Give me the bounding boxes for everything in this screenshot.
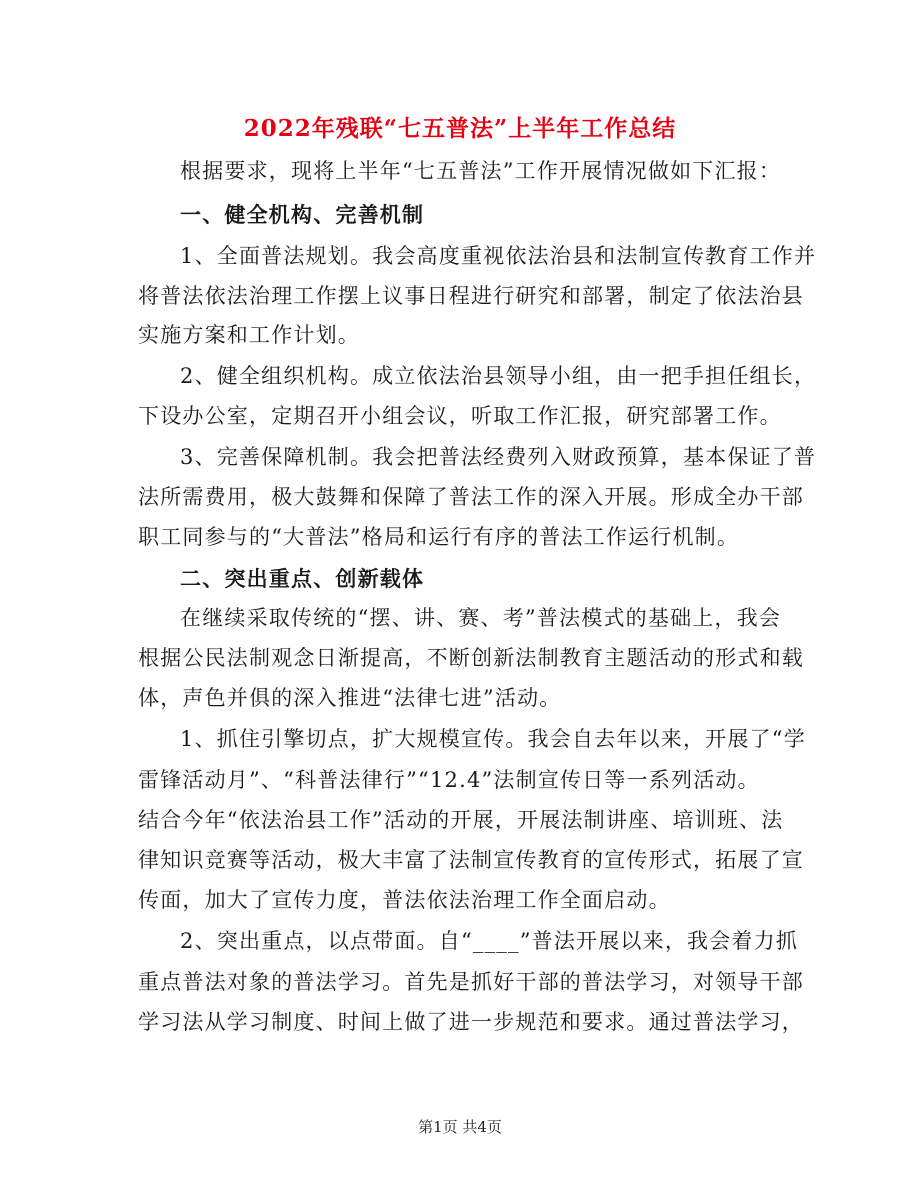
- paragraph-line: 2、健全组织机构。成立依法治县领导小组，由一把手担任组长，: [180, 364, 817, 388]
- paragraph-line: 结合今年“依法治县工作”活动的开展，开展法制讲座、培训班、法: [138, 808, 784, 832]
- paragraph-line: 传面，加大了宣传力度，普法依法治理工作全面启动。: [138, 888, 671, 912]
- paragraph-line: 重点普法对象的普法学习。首先是抓好干部的普法学习，对领导干部: [138, 970, 804, 994]
- paragraph-line: 根据公民法制观念日渐提高，不断创新法制教育主题活动的形式和载: [138, 646, 804, 670]
- paragraph-line: 在继续采取传统的“摆、讲、赛、考”普法模式的基础上，我会: [180, 606, 782, 630]
- page-footer: 第1页 共4页: [418, 1118, 502, 1136]
- paragraph-line: 实施方案和工作计划。: [138, 323, 360, 347]
- paragraph-line: 将普法依法治理工作摆上议事日程进行研究和部署，制定了依法治县: [138, 284, 804, 308]
- paragraph-line: 下设办公室，定期召开小组会议，听取工作汇报，研究部署工作。: [138, 404, 782, 428]
- paragraph-line: 1、抓住引擎切点，扩大规模宣传。我会自去年以来，开展了“学: [180, 727, 806, 751]
- document-title: 2022年残联“七五普法”上半年工作总结: [243, 115, 677, 142]
- paragraph-line: 职工同参与的“大普法”格局和运行有序的普法工作运行机制。: [138, 525, 740, 549]
- paragraph-line: 3、完善保障机制。我会把普法经费列入财政预算，基本保证了普: [180, 445, 817, 469]
- paragraph-line: 1、全面普法规划。我会高度重视依法治县和法制宣传教育工作并: [180, 244, 817, 268]
- paragraph-line: 体，声色并俱的深入推进“法律七进”活动。: [138, 686, 562, 710]
- section-heading-1: 一、健全机构、完善机制: [180, 202, 425, 227]
- intro-line: 根据要求，现将上半年“七五普法”工作开展情况做如下汇报：: [180, 159, 782, 183]
- paragraph-line: 学习法从学习制度、时间上做了进一步规范和要求。通过普法学习，: [138, 1010, 804, 1034]
- paragraph-line: 律知识竞赛等活动，极大丰富了法制宣传教育的宣传形式，拓展了宣: [138, 848, 804, 872]
- paragraph-line: 法所需费用，极大鼓舞和保障了普法工作的深入开展。形成全办干部: [138, 485, 804, 509]
- section-heading-2: 二、突出重点、创新载体: [180, 566, 425, 591]
- paragraph-line: 雷锋活动月”、“科普法律行”“12.4”法制宣传日等一系列活动。: [138, 768, 760, 792]
- paragraph-line: 2、突出重点，以点带面。自“____”普法开展以来，我会着力抓: [180, 929, 799, 953]
